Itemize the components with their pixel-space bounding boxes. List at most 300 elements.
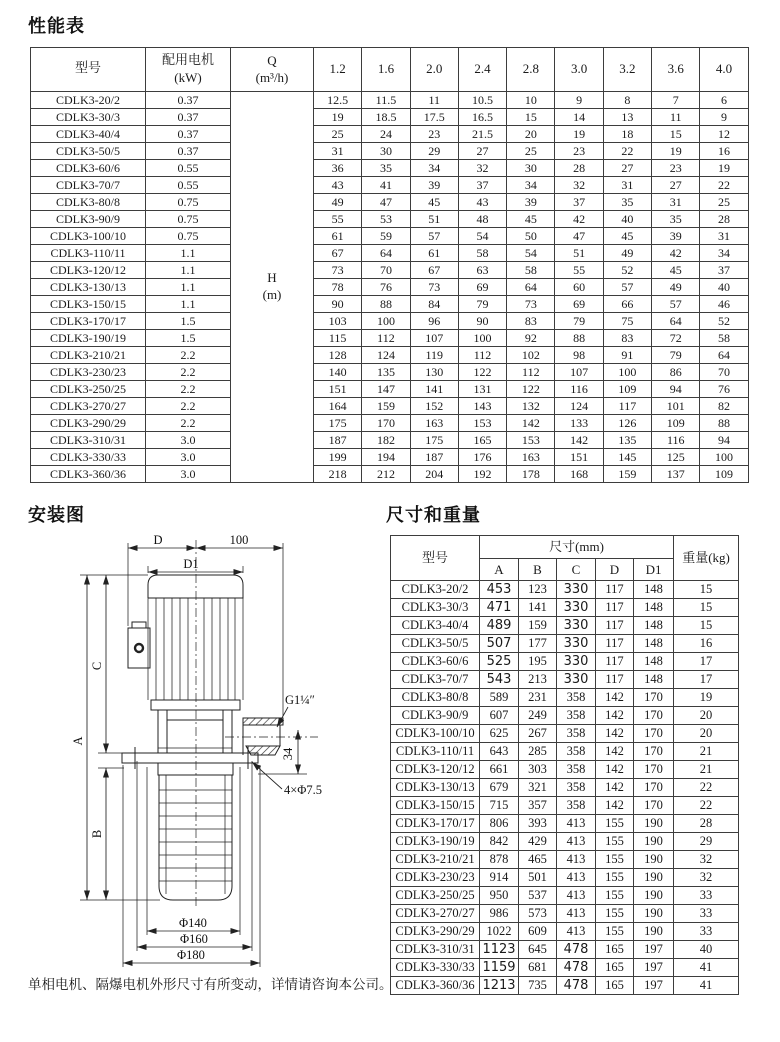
motor-kw-cell: 3.0 [146,432,231,449]
motor-kw-cell: 1.1 [146,296,231,313]
model-column-header: 型号 [31,48,146,92]
head-value-cell: 125 [652,449,700,466]
head-value-cell: 117 [603,398,651,415]
dim-d-cell: 142 [596,743,634,761]
dim-d-cell: 117 [596,635,634,653]
model-cell: CDLK3-230/23 [31,364,146,381]
dim-c-cell: 330 [557,653,596,671]
dims-model-cell: CDLK3-310/31 [391,941,480,959]
head-value-cell: 112 [458,347,506,364]
dim-d1-cell: 190 [634,851,674,869]
head-value-cell: 32 [555,177,603,194]
head-value-cell: 178 [507,466,555,483]
performance-row [31,415,749,432]
head-value-cell: 212 [362,466,410,483]
terminal-box [128,628,150,668]
head-value-cell: 17.5 [410,109,458,126]
dim-b-cell: 573 [519,905,557,923]
head-value-cell: 10 [507,92,555,109]
head-value-cell: 100 [700,449,748,466]
performance-row [31,177,749,194]
motor-kw-cell: 1.1 [146,279,231,296]
dim-c-cell: 413 [557,851,596,869]
model-cell: CDLK3-120/12 [31,262,146,279]
head-value-cell: 35 [362,160,410,177]
head-value-cell: 159 [362,398,410,415]
performance-row [31,432,749,449]
model-cell: CDLK3-130/13 [31,279,146,296]
head-value-cell: 35 [603,194,651,211]
head-value-cell: 88 [555,330,603,347]
dims-model-cell: CDLK3-110/11 [391,743,480,761]
head-value-cell: 109 [700,466,748,483]
dim-d-cell: 165 [596,941,634,959]
dimensions-section-title: 尺寸和重量 [386,505,481,526]
dim-a-cell: 679 [480,779,519,797]
model-cell: CDLK3-80/8 [31,194,146,211]
model-cell: CDLK3-330/33 [31,449,146,466]
dim-a-cell: 525 [480,653,519,671]
head-value-cell: 57 [603,279,651,296]
head-value-cell: 101 [652,398,700,415]
head-value-cell: 54 [507,245,555,262]
model-cell: CDLK3-60/6 [31,160,146,177]
head-value-cell: 54 [458,228,506,245]
holes-label: 4×Φ7.5 [284,783,323,797]
head-value-cell: 49 [652,279,700,296]
head-value-cell: 57 [410,228,458,245]
head-value-cell: 143 [458,398,506,415]
motor-kw-cell: 2.2 [146,398,231,415]
dimensions-row [391,851,739,869]
motor-kw-cell: 0.37 [146,126,231,143]
dims-weight-unit: (kg) [708,550,730,565]
dim-d1-cell: 170 [634,779,674,797]
head-value-cell: 187 [410,449,458,466]
dim-d-cell: 155 [596,905,634,923]
dims-model-cell: CDLK3-290/29 [391,923,480,941]
head-value-cell: 69 [555,296,603,313]
head-value-cell: 94 [700,432,748,449]
head-value-cell: 49 [314,194,362,211]
weight-cell: 29 [674,833,739,851]
head-value-cell: 8 [603,92,651,109]
coupling-legs [158,710,232,753]
weight-cell: 16 [674,635,739,653]
installation-diagram [30,533,350,978]
dimensions-row [391,599,739,617]
head-value-cell: 42 [555,211,603,228]
dim-c-cell: 330 [557,581,596,599]
head-value-cell: 72 [652,330,700,347]
performance-row [31,126,749,143]
head-value-cell: 28 [555,160,603,177]
dim-c-cell: 330 [557,635,596,653]
dim-d-cell: 142 [596,725,634,743]
head-value-cell: 22 [603,143,651,160]
dim-c-cell: 358 [557,743,596,761]
weight-cell: 33 [674,887,739,905]
head-value-cell: 51 [555,245,603,262]
dim-d1-cell: 197 [634,959,674,977]
dim-b-cell: 393 [519,815,557,833]
dims-model-cell: CDLK3-80/8 [391,689,480,707]
dim-c-cell: 358 [557,797,596,815]
motor-kw-cell: 2.2 [146,364,231,381]
head-value-cell: 16 [700,143,748,160]
dim-d1-cell: 197 [634,977,674,995]
dim-c-cell: 358 [557,761,596,779]
dim-b-cell: 159 [519,617,557,635]
dim-d-cell: 117 [596,671,634,689]
dim-d1-cell: 190 [634,905,674,923]
head-value-cell: 43 [458,194,506,211]
head-value-cell: 107 [410,330,458,347]
stage-lines [159,790,232,881]
performance-row [31,245,749,262]
head-value-cell: 140 [314,364,362,381]
dim-c-cell: 478 [557,941,596,959]
dim-d-cell: 117 [596,581,634,599]
holes-leader [252,762,282,789]
dimensions-row [391,833,739,851]
head-value-cell: 168 [555,466,603,483]
head-value-cell: 25 [507,143,555,160]
head-value-cell: 90 [458,313,506,330]
head-value-cell: 27 [603,160,651,177]
dim-d1-cell: 148 [634,635,674,653]
head-value-cell: 73 [314,262,362,279]
dim-c-cell: 330 [557,599,596,617]
flow-header-cell: 2.4 [458,48,506,92]
dimensions-row [391,779,739,797]
dims-sub-header-a: A [480,559,519,581]
head-value-cell: 78 [314,279,362,296]
head-value-cell: 164 [314,398,362,415]
motor-fins [148,598,243,700]
dim-a-cell: 661 [480,761,519,779]
dim-a-cell: 625 [480,725,519,743]
head-value-cell: 116 [555,381,603,398]
model-cell: CDLK3-40/4 [31,126,146,143]
head-value-cell: 163 [507,449,555,466]
head-value-cell: 112 [362,330,410,347]
dimensions-row [391,761,739,779]
dim-c-cell: 478 [557,959,596,977]
dimensions-row [391,707,739,725]
dim-a-cell: 806 [480,815,519,833]
dim-d-cell: 142 [596,689,634,707]
dim-b-cell: 285 [519,743,557,761]
head-value-cell: 14 [555,109,603,126]
head-value-cell: 29 [410,143,458,160]
head-value-cell: 84 [410,296,458,313]
head-value-cell: 132 [507,398,555,415]
head-value-cell: 64 [652,313,700,330]
dims-sub-header-d1: D1 [634,559,674,581]
motor-kw-cell: 0.75 [146,194,231,211]
dim-c-cell: 330 [557,671,596,689]
performance-row [31,398,749,415]
motor-kw-cell: 0.37 [146,92,231,109]
head-value-cell: 31 [603,177,651,194]
dim-d-cell: 155 [596,833,634,851]
dim-d1-cell: 190 [634,833,674,851]
motor-column-header [146,48,231,92]
motor-kw-cell: 1.5 [146,313,231,330]
head-value-cell: 37 [458,177,506,194]
head-value-cell: 23 [652,160,700,177]
head-value-cell: 31 [700,228,748,245]
head-value-cell: 11.5 [362,92,410,109]
weight-cell: 32 [674,851,739,869]
head-value-cell: 53 [362,211,410,228]
performance-row [31,194,749,211]
dimensions-row [391,905,739,923]
head-value-cell: 76 [700,381,748,398]
head-value-cell: 30 [362,143,410,160]
weight-cell: 20 [674,707,739,725]
head-value-cell: 163 [410,415,458,432]
dim-b-cell: 681 [519,959,557,977]
head-value-cell: 18.5 [362,109,410,126]
flow-column-header [231,48,314,92]
dimensions-body [391,581,739,995]
head-value-cell: 90 [314,296,362,313]
dims-weight-label: 重量 [682,551,709,566]
performance-row [31,92,749,109]
head-value-cell: 103 [314,313,362,330]
model-cell: CDLK3-290/29 [31,415,146,432]
head-value-cell: 50 [507,228,555,245]
dims-size-unit: (mm) [575,539,604,554]
dim-d1-cell: 190 [634,815,674,833]
head-value-cell: 128 [314,347,362,364]
dims-model-cell: CDLK3-210/21 [391,851,480,869]
head-value-cell: 64 [700,347,748,364]
head-value-cell: 39 [652,228,700,245]
dim-d-cell: 142 [596,761,634,779]
head-value-cell: 48 [458,211,506,228]
head-value-cell: 37 [700,262,748,279]
dim-d-cell: 142 [596,707,634,725]
head-value-cell: 119 [410,347,458,364]
dim-c-cell: 413 [557,887,596,905]
weight-cell: 15 [674,581,739,599]
head-value-cell: 122 [458,364,506,381]
head-value-cell: 76 [362,279,410,296]
dim-a-cell: 453 [480,581,519,599]
head-value-cell: 23 [555,143,603,160]
dims-model-cell: CDLK3-20/2 [391,581,480,599]
dim-b-cell: 609 [519,923,557,941]
motor-kw-cell: 0.75 [146,228,231,245]
weight-cell: 22 [674,779,739,797]
head-value-cell: 47 [362,194,410,211]
head-value-cell: 100 [458,330,506,347]
dimensions-row [391,959,739,977]
head-value-cell: 170 [362,415,410,432]
head-value-cell: 133 [555,415,603,432]
head-value-cell: 55 [555,262,603,279]
head-value-cell: 41 [362,177,410,194]
dim-label-c: C [90,661,104,671]
head-value-cell: 218 [314,466,362,483]
performance-row [31,109,749,126]
head-value-cell: 9 [700,109,748,126]
head-value-cell: 40 [603,211,651,228]
head-value-cell: 70 [362,262,410,279]
head-value-cell: 45 [603,228,651,245]
head-value-cell: 9 [555,92,603,109]
dim-b-cell: 465 [519,851,557,869]
dim-b-cell: 537 [519,887,557,905]
head-value-cell: 20 [507,126,555,143]
dim-c-cell: 413 [557,905,596,923]
terminal-box-cover [132,622,146,628]
head-value-cell: 39 [507,194,555,211]
weight-cell: 20 [674,725,739,743]
head-value-cell: 57 [652,296,700,313]
head-value-cell: 153 [507,432,555,449]
dimensions-row [391,635,739,653]
dim-label-b: B [90,829,104,839]
head-value-cell: 79 [458,296,506,313]
motor-header-label: 配用电机 [161,53,214,69]
head-value-cell: 135 [603,432,651,449]
head-value-cell: 176 [458,449,506,466]
dim-c-cell: 358 [557,689,596,707]
head-value-cell: 126 [603,415,651,432]
dim-a-cell: 607 [480,707,519,725]
dim-b-cell: 231 [519,689,557,707]
head-value-cell: 52 [603,262,651,279]
dim-d1-cell: 148 [634,617,674,635]
head-value-cell: 34 [507,177,555,194]
head-value-cell: 151 [555,449,603,466]
dim-d1-cell: 170 [634,743,674,761]
head-value-cell: 130 [410,364,458,381]
dims-model-cell: CDLK3-330/33 [391,959,480,977]
dim-b-cell: 249 [519,707,557,725]
model-cell: CDLK3-210/21 [31,347,146,364]
dims-model-cell: CDLK3-70/7 [391,671,480,689]
head-value-cell: 36 [314,160,362,177]
dims-sub-header-b: B [519,559,557,581]
head-value-cell: 12.5 [314,92,362,109]
dims-sub-header-d: D [596,559,634,581]
dim-c-cell: 358 [557,779,596,797]
head-value-cell: 43 [314,177,362,194]
head-value-cell: 52 [700,313,748,330]
head-value-cell: 61 [410,245,458,262]
dims-model-cell: CDLK3-40/4 [391,617,480,635]
dim-d-cell: 155 [596,815,634,833]
flow-header-cell: 4.0 [700,48,748,92]
model-cell: CDLK3-170/17 [31,313,146,330]
dims-size-header [480,536,674,559]
head-value-cell: 100 [362,313,410,330]
performance-row [31,347,749,364]
head-value-cell: 19 [555,126,603,143]
weight-cell: 40 [674,941,739,959]
phi180-label: Φ180 [177,948,205,962]
head-value-cell: 45 [507,211,555,228]
base-plate [122,753,258,763]
dims-model-cell: CDLK3-360/36 [391,977,480,995]
head-value-cell: 109 [652,415,700,432]
head-value-cell: 88 [362,296,410,313]
dimensions-row [391,887,739,905]
dim-d-cell: 142 [596,797,634,815]
head-value-cell: 165 [458,432,506,449]
head-value-cell: 31 [652,194,700,211]
head-value-cell: 67 [410,262,458,279]
dim-d1-cell: 190 [634,923,674,941]
head-value-cell: 64 [362,245,410,262]
head-value-cell: 131 [458,381,506,398]
performance-row [31,466,749,483]
head-value-cell: 135 [362,364,410,381]
head-value-cell: 12 [700,126,748,143]
dim-d1-cell: 170 [634,797,674,815]
dim-d1-cell: 148 [634,599,674,617]
dims-model-cell: CDLK3-270/27 [391,905,480,923]
head-value-cell: 19 [652,143,700,160]
dim-a-cell: 842 [480,833,519,851]
weight-cell: 17 [674,653,739,671]
head-value-cell: 73 [507,296,555,313]
head-value-cell: 70 [700,364,748,381]
model-cell: CDLK3-70/7 [31,177,146,194]
motor-header-unit: (kW) [174,69,202,85]
head-value-cell: 86 [652,364,700,381]
head-value-cell: 83 [603,330,651,347]
weight-cell: 21 [674,743,739,761]
head-value-cell: 35 [652,211,700,228]
head-value-cell: 34 [700,245,748,262]
dim-a-cell: 878 [480,851,519,869]
dim-d-cell: 155 [596,887,634,905]
dim-d-cell: 117 [596,617,634,635]
dim-b-cell: 141 [519,599,557,617]
cable-gland [135,644,143,652]
dim-label-34: 34 [281,747,295,761]
model-cell: CDLK3-100/10 [31,228,146,245]
dim-b-cell: 123 [519,581,557,599]
weight-cell: 32 [674,869,739,887]
head-value-cell: 75 [603,313,651,330]
dims-model-column-header: 型号 [391,536,480,581]
model-cell: CDLK3-360/36 [31,466,146,483]
model-cell: CDLK3-20/2 [31,92,146,109]
motor-kw-cell: 0.55 [146,177,231,194]
dims-model-cell: CDLK3-190/19 [391,833,480,851]
barrel-inner-lines [166,775,225,894]
weight-cell: 33 [674,905,739,923]
dimensions-row [391,743,739,761]
dims-model-cell: CDLK3-230/23 [391,869,480,887]
dim-a-cell: 507 [480,635,519,653]
head-value-cell: 83 [507,313,555,330]
motor-kw-cell: 1.5 [146,330,231,347]
head-value-cell: 30 [507,160,555,177]
dimensions-row [391,689,739,707]
mounting-holes [135,747,248,769]
dimensions-row [391,617,739,635]
dim-b-cell: 267 [519,725,557,743]
performance-row [31,228,749,245]
